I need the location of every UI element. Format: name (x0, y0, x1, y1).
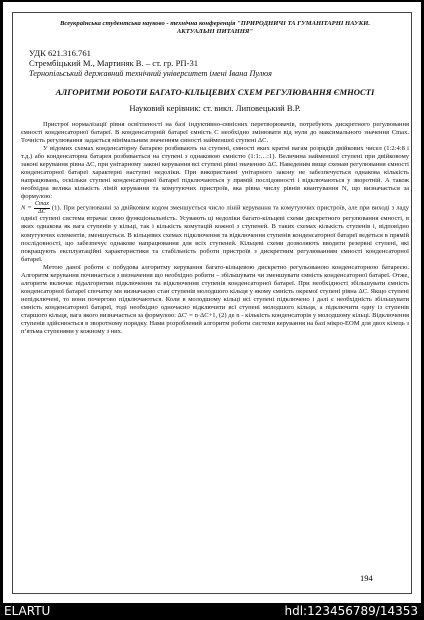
paper-title: АЛГОРИТМИ РОБОТИ БАГАТО-КІЛЬЦЕВИХ СХЕМ РЕГУЛЮВАННЯ ЄМНОСТІ (55, 87, 375, 98)
paragraph-2b (21, 201, 409, 263)
footer-repository-name: ELARTU (4, 604, 51, 618)
formula-lhs: N = (21, 204, 32, 212)
formula-numerator: Cmax (34, 201, 49, 208)
formula-denominator: ΔC (38, 208, 46, 215)
paper-body (21, 121, 409, 336)
document-page (3, 2, 421, 603)
authors: Стрембіцький М., Мартиняк В. – ст. гр. РП-31 (29, 58, 199, 69)
udk-code: УДК 621.316.761 (29, 47, 91, 58)
paragraph-1: Пристрої нормалізації рівня освітленості на базі індуктивно-ємнісних перетворювачів, потребують дискретного регулювання ємності конденсаторної батареї. В конденсаторній батареї ємність С необхідно змінювати від нуля до максимального значення Сmax. Точність регулювання задається мінімальним значенням ємності найменшої ступені ΔС. (21, 120, 409, 144)
scientific-advisor: Науковий керівник: ст. викл. Липовецький В.Р. (129, 102, 301, 113)
page-number: 194 (360, 573, 373, 583)
formula-fraction (34, 201, 50, 215)
university: Тернопільський державний технічний університет імені Івана Пулюя (29, 68, 272, 78)
footer-handle: hdl:123456789/14353 (284, 604, 418, 618)
paragraph-2a: У відомих схемах конденсаторну батарею розбивають на ступені, ємності яких кратні вагам розрядів двійкових чисел (1:2:4:8 і т.д.) або конденсаторна батарея розбивається на ступені з однаковою ємністю (1:1:…:1). Величина найменшої ступені при двійковому законі керування рівна ΔС, при унітарному законі керування всі ступені рівні значенню ΔС. Наведеним вище схемам регулювання ємності конденсаторної батареї характерні наступні недоліки. При використанні унітарного закону не забезпечується однакова кількість напрацювань, оскільки ступені конденсаторної батареї підключаються у прямій послідовності і відключаються у зворотній. А також необхідна велика кількість ліній керування та комутуючих пристроїв, яка рівна числу рівнів квантування N, що визначається за формулою: (21, 144, 409, 201)
paragraph-3: Метою даної роботи є побудова алгоритму керування багато-кільцевою дискретно регульованою конденсаторною батареєю. Алгоритм керування починається з визначення що необхідно робити – збільшувати чи зменшувати ємність конденсаторної батареї. Отже, алгоритм включає підалгоритми підключення та відключення ступенів конденсаторної батареї. При необхідності збільшувати ємність конденсаторної батареї спочатку ми визначаємо стан ступенів молодшого кільця у якому ємність окремої ступені рівна ΔС. Якщо ступені непідключені, то вони почергово підключаються. Коли в молодшому кільці всі ступені підключено і далі є необхідність збільшувати ємність конденсаторної батареї, тоді необхідно одночасно відключити всі ступені молодшого кільця, а підключити одну із ступенів старшого кільця, вага якого визначається за формулою: ΔC' = n·ΔC+1, (2) де n - кількість конденсаторів у молодшому кільці. Відключення ступенів здійснюється в зворотному порядку. Нами розроблений алгоритм роботи системи керування на базі мікро-ЕОМ для двох кілець з п’ятьма ступенями у кожному з них. (21, 263, 409, 336)
page-content (21, 20, 409, 336)
paragraph-2b-text: (1). При регулюванні за двійковим кодом зменшується число ліній керування та комутуючих пристроїв, але при виході з ладу однієї ступені система втрачає свою функціональність. Усувають ці недоліки багато-кільцеві схеми дискретного регулювання ємності, в яких однакова як вага ступенів у кільці, так і кількість комутацій кожної з ступеней. В таких схемах кількість ступенів і, відповідно комутуючих елементів, зменшується. В кільцевих схемах підключення та відключення ступенів конденсаторної батареї ведеться в прямій послідовності, що забезпечує однакове напрацювання для всіх ступеней. Кільцеві схеми дозволяють вводити резервні ступені, які покращують експлуатаційні характеристики та стабільність роботи пристроїв з дискретним регулюванням ємності конденсаторної батареї. (21, 204, 409, 263)
repository-footer (0, 603, 424, 620)
conference-header: Всеукраїнська студентська науково - технічна конференція "ПРИРОДНИЧІ ТА ГУМАНІТАРНІ НАУКИ. АКТУАЛЬНІ ПИТАННЯ" (59, 20, 371, 35)
